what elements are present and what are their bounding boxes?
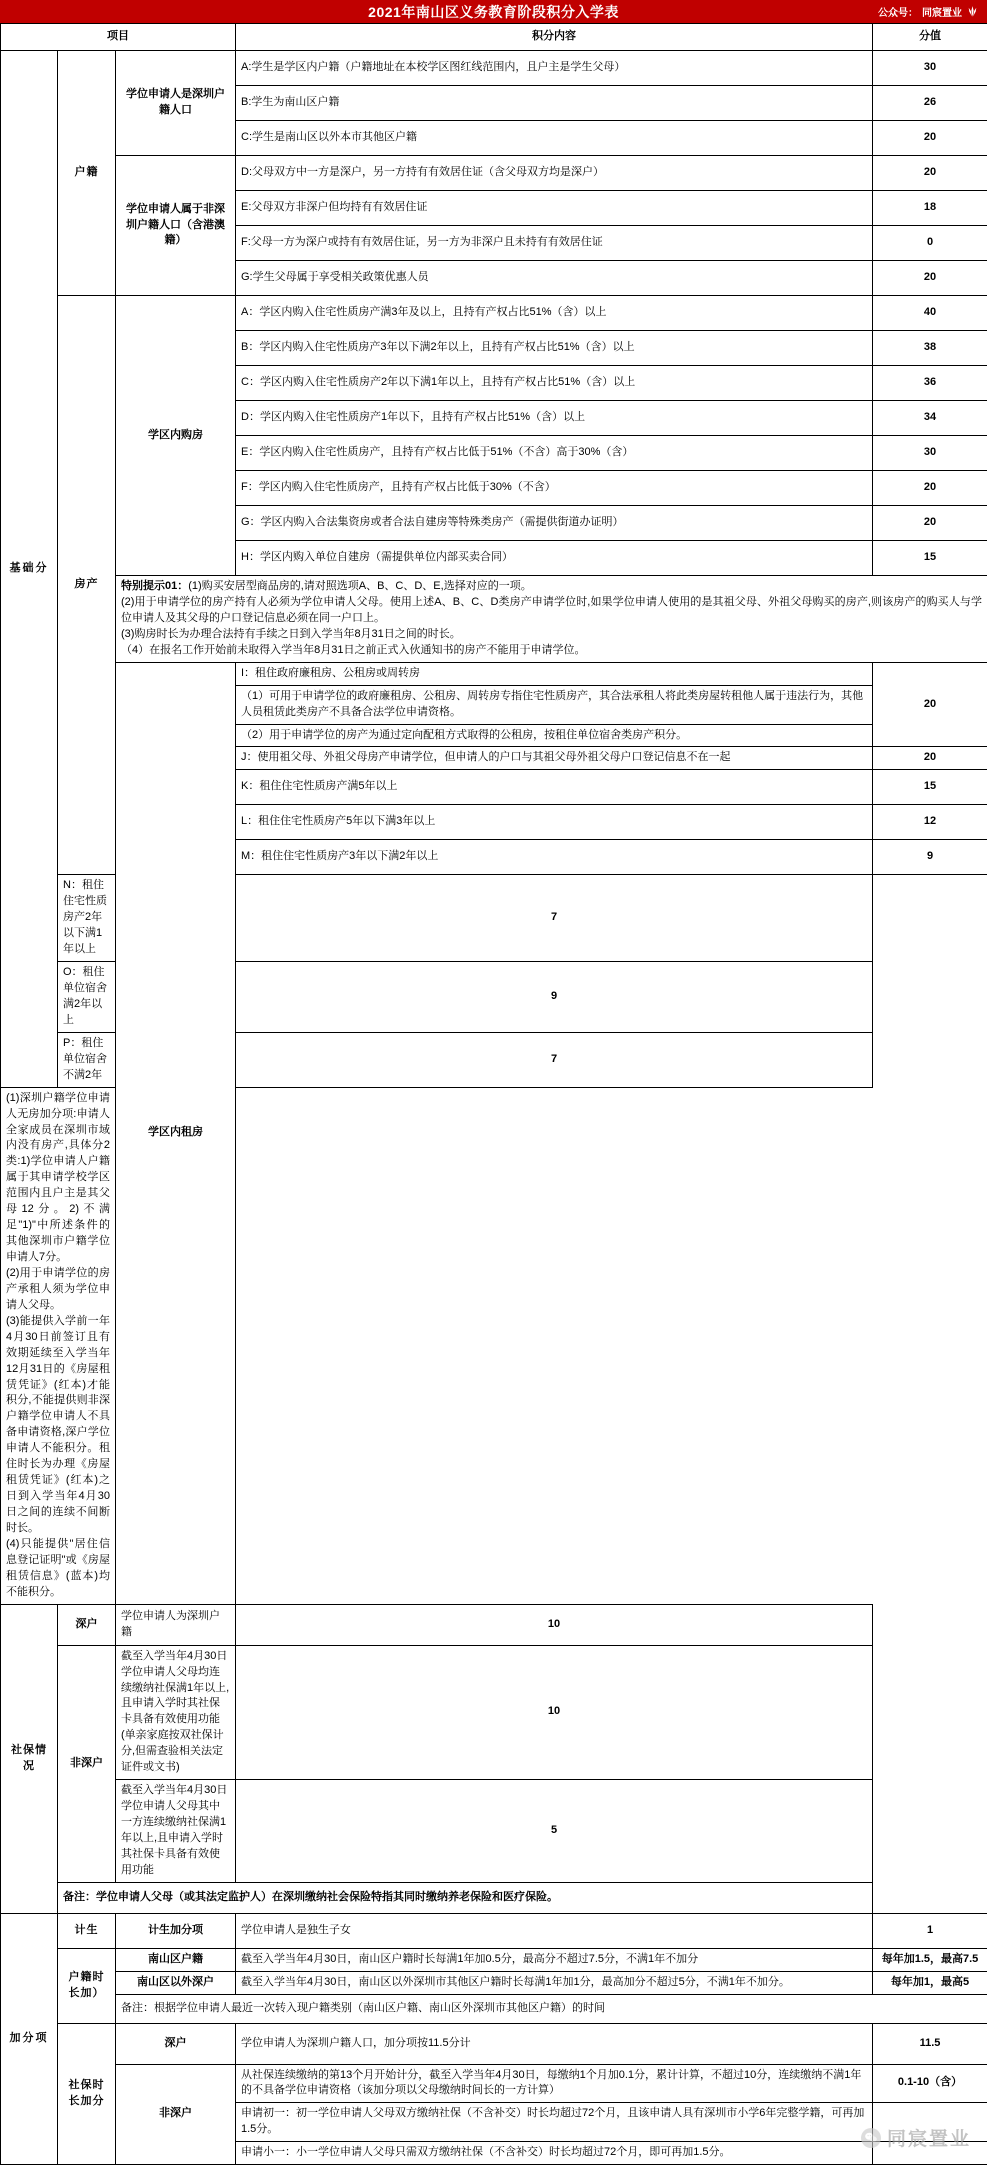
special-note-line: (1)购买安居型商品房的,请对照选项A、B、C、D、E,选择对应的一项。 <box>188 580 531 592</box>
score-value: 34 <box>873 401 987 436</box>
score-value: 38 <box>873 331 987 366</box>
special-note-line: (3)能提供入学前一年4月30日前签订且有效期延续至入学当年12月31日的《房屋租赁凭证》(红本)才能积分,不能提供则非深户籍学位申请人不具备申请资格,深户学位申请人不能积分。租住时长为办理《房屋租赁凭证》(红本)之日到入学当年4月30日之间的连续不间断时长。 <box>6 1314 110 1537</box>
score-empty <box>873 2103 987 2142</box>
criteria-text: （1）可用于申请学位的政府廉租房、公租房、周转房专指住宅性质房产，其合法承租人将此类房屋转租他人属于违法行为，其他人员租赁此类房产不具备合法学位申请资格。 <box>236 685 873 724</box>
criteria-text: G:学生父母属于享受相关政策优惠人员 <box>236 261 873 296</box>
table-row <box>1 576 987 663</box>
score-empty <box>873 2142 987 2165</box>
criteria-text: K：租住住宅性质房产满5年以上 <box>236 770 873 805</box>
score-value: 10 <box>236 1645 873 1780</box>
score-value: 30 <box>873 51 987 86</box>
criteria-text: 申请小一：小一学位申请人父母只需双方缴纳社保（不含补交）时长均超过72个月，即可再加1.5分。 <box>236 2142 873 2165</box>
criteria-text: B：学区内购入住宅性质房产3年以下满2年以上，且持有产权占比51%（含）以上 <box>236 331 873 366</box>
score-value: 每年加1，最高5 <box>873 1971 987 1994</box>
subgroup-label-shenzhen-hukou: 学位申请人是深圳户籍人口 <box>116 51 236 156</box>
group-label-hukou-duration: 户籍时长加） <box>58 1948 116 2023</box>
subgroup-label-shenzhen-hukou-social-duration: 深户 <box>116 2023 236 2064</box>
score-value: 20 <box>873 261 987 296</box>
criteria-text: I：租住政府廉租房、公租房或周转房 <box>236 662 873 685</box>
score-value: 18 <box>873 191 987 226</box>
score-value: 9 <box>873 840 987 875</box>
subgroup-label-non-shenzhen-hukou: 学位申请人属于非深圳户籍人口（含港澳籍） <box>116 156 236 296</box>
subgroup-label-non-shenzhen-social: 非深户 <box>58 1645 116 1882</box>
shell-logo-icon <box>966 5 979 18</box>
table-row <box>1 1913 987 1948</box>
table-row <box>1 156 987 191</box>
score-value: 26 <box>873 86 987 121</box>
score-value: 5 <box>236 1780 873 1883</box>
table-row <box>1 296 987 331</box>
criteria-text: 学位申请人为深圳户籍人口，加分项按11.5分计 <box>236 2023 873 2064</box>
criteria-text: （2）用于申请学位的房产为通过定向配租方式取得的公租房，按租住单位宿舍类房产积分。 <box>236 724 873 747</box>
table-row <box>1 1645 987 1780</box>
criteria-text: C:学生是南山区以外本市其他区户籍 <box>236 121 873 156</box>
page-title: 2021年南山区义务教育阶段积分入学表 <box>0 2 987 22</box>
score-value: 9 <box>236 962 873 1033</box>
special-note-line: （4）在报名工作开始前未取得入学当年8月31日之前正式入伙通知书的房产不能用于申请学位。 <box>121 643 982 659</box>
group-label-property: 房产 <box>58 296 116 875</box>
subgroup-label-nanshan-hukou: 南山区户籍 <box>116 1948 236 1971</box>
criteria-text: M：租住住宅性质房产3年以下满2年以上 <box>236 840 873 875</box>
score-value: 11.5 <box>873 2023 987 2064</box>
table-row <box>1 1948 987 1971</box>
table-row <box>1 2064 987 2103</box>
criteria-text: G：学区内购入合法集资房或者合法自建房等特殊类房产（需提供街道办证明） <box>236 506 873 541</box>
score-value: 7 <box>236 1032 873 1087</box>
group-label-family-planning: 计生 <box>58 1913 116 1948</box>
table-row <box>1 1994 987 2023</box>
criteria-text: E：学区内购入住宅性质房产，且持有产权占比低于51%（不含）高于30%（含） <box>236 436 873 471</box>
social-insurance-note: 备注：学位申请人父母（或其法定监护人）在深圳缴纳社会保险特指其同时缴纳养老保险和医疗保险。 <box>58 1882 873 1913</box>
title-bar <box>0 0 987 23</box>
criteria-text: J：使用祖父母、外祖父母房产申请学位，但申请人的户口与其祖父母外祖父母户口登记信息不在一起 <box>236 747 873 770</box>
special-note-line: (2)用于申请学位的房产持有人必须为学位申请人父母。使用上述A、B、C、D类房产申请学位时,如果学位申请人使用的是其祖父母、外祖父母购买的房产,则该房产的购买人与学位申请人及其父母的户口登记信息必须在同一户口上。 <box>121 595 982 627</box>
score-value: 20 <box>873 121 987 156</box>
criteria-text: 学位申请人为深圳户籍 <box>116 1604 236 1645</box>
column-header-item: 项目 <box>1 24 236 51</box>
group-label-social-duration: 社保时长加分 <box>58 2023 116 2165</box>
table-row <box>1 662 987 685</box>
subgroup-label-outside-nanshan-hukou: 南山区以外深户 <box>116 1971 236 1994</box>
criteria-text: H：学区内购入单位自建房（需提供单位内部买卖合同） <box>236 541 873 576</box>
special-note-line: (2)用于申请学位的房产承租人须为学位申请人父母。 <box>6 1266 110 1314</box>
special-note-buy <box>116 576 987 663</box>
group-label-social-insurance: 社保情况 <box>1 1604 58 1913</box>
score-value: 20 <box>873 506 987 541</box>
score-value: 15 <box>873 541 987 576</box>
criteria-text: 截至入学当年4月30日学位申请人父母均连续缴纳社保满1年以上,且申请入学时其社保卡具备有效使用功能(单亲家庭按双社保计分,但需查验相关法定证件或文书) <box>116 1645 236 1780</box>
score-value: 20 <box>873 747 987 770</box>
table-row <box>1 1780 987 1883</box>
criteria-text: L：租住住宅性质房产5年以下满3年以上 <box>236 805 873 840</box>
special-note-line: (3)购房时长为办理合法持有手续之日到入学当年8月31日之间的时长。 <box>121 627 982 643</box>
account-name: 同宸置业 <box>922 4 962 19</box>
score-value: 1 <box>873 1913 987 1948</box>
table-row <box>1 1971 987 1994</box>
special-note-line: (4)只能提供"居住信息登记证明"或《房屋租赁信息》(蓝本)均不能积分。 <box>6 1537 110 1601</box>
criteria-text: 学位申请人是独生子女 <box>236 1913 873 1948</box>
special-note-line: (1)深圳户籍学位申请人无房加分项:申请人全家成员在深圳市域内没有房产,具体分2类:1)学位申请人户籍属于其申请学校学区范围内且户主是其父母12分。2)不满足"1)"中所述条件的其他深圳市户籍学位申请人7分。 <box>6 1091 110 1266</box>
criteria-text: P：租住单位宿舍不满2年 <box>58 1032 116 1087</box>
group-label-hukou: 户籍 <box>58 51 116 296</box>
criteria-text: D:父母双方中一方是深户，另一方持有有效居住证（含父母双方均是深户） <box>236 156 873 191</box>
score-value: 20 <box>873 156 987 191</box>
criteria-text: F：学区内购入住宅性质房产，且持有产权占比低于30%（不含） <box>236 471 873 506</box>
subgroup-label-rent-in-district: 学区内租房 <box>116 662 236 1604</box>
hukou-duration-note: 备注：根据学位申请人最近一次转入现户籍类别（南山区户籍、南山区外深圳市其他区户籍）的时间 <box>116 1994 987 2023</box>
subgroup-label-non-shenzhen-social-duration: 非深户 <box>116 2064 236 2165</box>
criteria-text: N：租住住宅性质房产2年以下满1年以上 <box>58 875 116 962</box>
table-row <box>1 1604 987 1645</box>
score-value: 40 <box>873 296 987 331</box>
official-account-info <box>878 0 979 23</box>
subgroup-label-shenzhen-hukou-social: 深户 <box>58 1604 116 1645</box>
criteria-text: C：学区内购入住宅性质房产2年以下满1年以上，且持有产权占比51%（含）以上 <box>236 366 873 401</box>
criteria-text: A：学区内购入住宅性质房产满3年及以上，且持有产权占比51%（含）以上 <box>236 296 873 331</box>
criteria-text: F:父母一方为深户或持有有效居住证，另一方为非深户且未持有有效居住证 <box>236 226 873 261</box>
table-row <box>1 2023 987 2064</box>
criteria-text: E:父母双方非深户但均持有有效居住证 <box>236 191 873 226</box>
score-value: 20 <box>873 471 987 506</box>
criteria-text: O：租住单位宿舍满2年以上 <box>58 962 116 1033</box>
watermark-text: 同宸置业 <box>887 2124 971 2151</box>
score-value: 0 <box>873 226 987 261</box>
score-value: 20 <box>873 662 987 747</box>
score-value: 7 <box>236 875 873 962</box>
subgroup-label-buy-in-district: 学区内购房 <box>116 296 236 576</box>
criteria-text: 从社保连续缴纳的第13个月开始计分，截至入学当年4月30日，每缴纳1个月加0.1分，累计计算，不超过10分，连续缴纳不满1年的不具备学位申请资格（该加分项以父母缴纳时间长的一方计算） <box>236 2064 873 2103</box>
scoring-table <box>0 23 987 2165</box>
score-value: 10 <box>236 1604 873 1645</box>
column-header-score: 分值 <box>873 24 987 51</box>
section-label-bonus: 加分项 <box>1 1913 58 2165</box>
criteria-text: B:学生为南山区户籍 <box>236 86 873 121</box>
table-row <box>1 1882 987 1913</box>
criteria-text: D：学区内购入住宅性质房产1年以下，且持有产权占比51%（含）以上 <box>236 401 873 436</box>
special-note-rent <box>1 1087 116 1604</box>
table-row <box>1 51 987 86</box>
subgroup-label-family-planning-bonus: 计生加分项 <box>116 1913 236 1948</box>
score-value: 0.1-10（含） <box>873 2064 987 2103</box>
criteria-text: 截至入学当年4月30日学位申请人父母其中一方连续缴纳社保满1年以上,且申请入学时其社保卡具备有效使用功能 <box>116 1780 236 1883</box>
section-label-base: 基础分 <box>1 51 58 1088</box>
account-label: 公众号： <box>878 4 918 19</box>
criteria-text: 截至入学当年4月30日，南山区户籍时长每满1年加0.5分，最高分不超过7.5分，不满1年不加分 <box>236 1948 873 1971</box>
criteria-text: A:学生是学区内户籍（户籍地址在本校学区图红线范围内，且户主是学生父母） <box>236 51 873 86</box>
score-value: 每年加1.5，最高7.5 <box>873 1948 987 1971</box>
score-value: 15 <box>873 770 987 805</box>
criteria-text: 申请初一：初一学位申请人父母双方缴纳社保（不含补交）时长均超过72个月，且该申请人具有深圳市小学6年完整学籍，可再加1.5分。 <box>236 2103 873 2142</box>
score-value: 36 <box>873 366 987 401</box>
special-note-title: 特别提示01： <box>121 580 188 592</box>
score-value: 12 <box>873 805 987 840</box>
table-header-row <box>1 24 987 51</box>
score-value: 30 <box>873 436 987 471</box>
column-header-content: 积分内容 <box>236 24 873 51</box>
criteria-text: 截至入学当年4月30日，南山区以外深圳市其他区户籍时长每满1年加1分，最高加分不超过5分，不满1年不加分。 <box>236 1971 873 1994</box>
